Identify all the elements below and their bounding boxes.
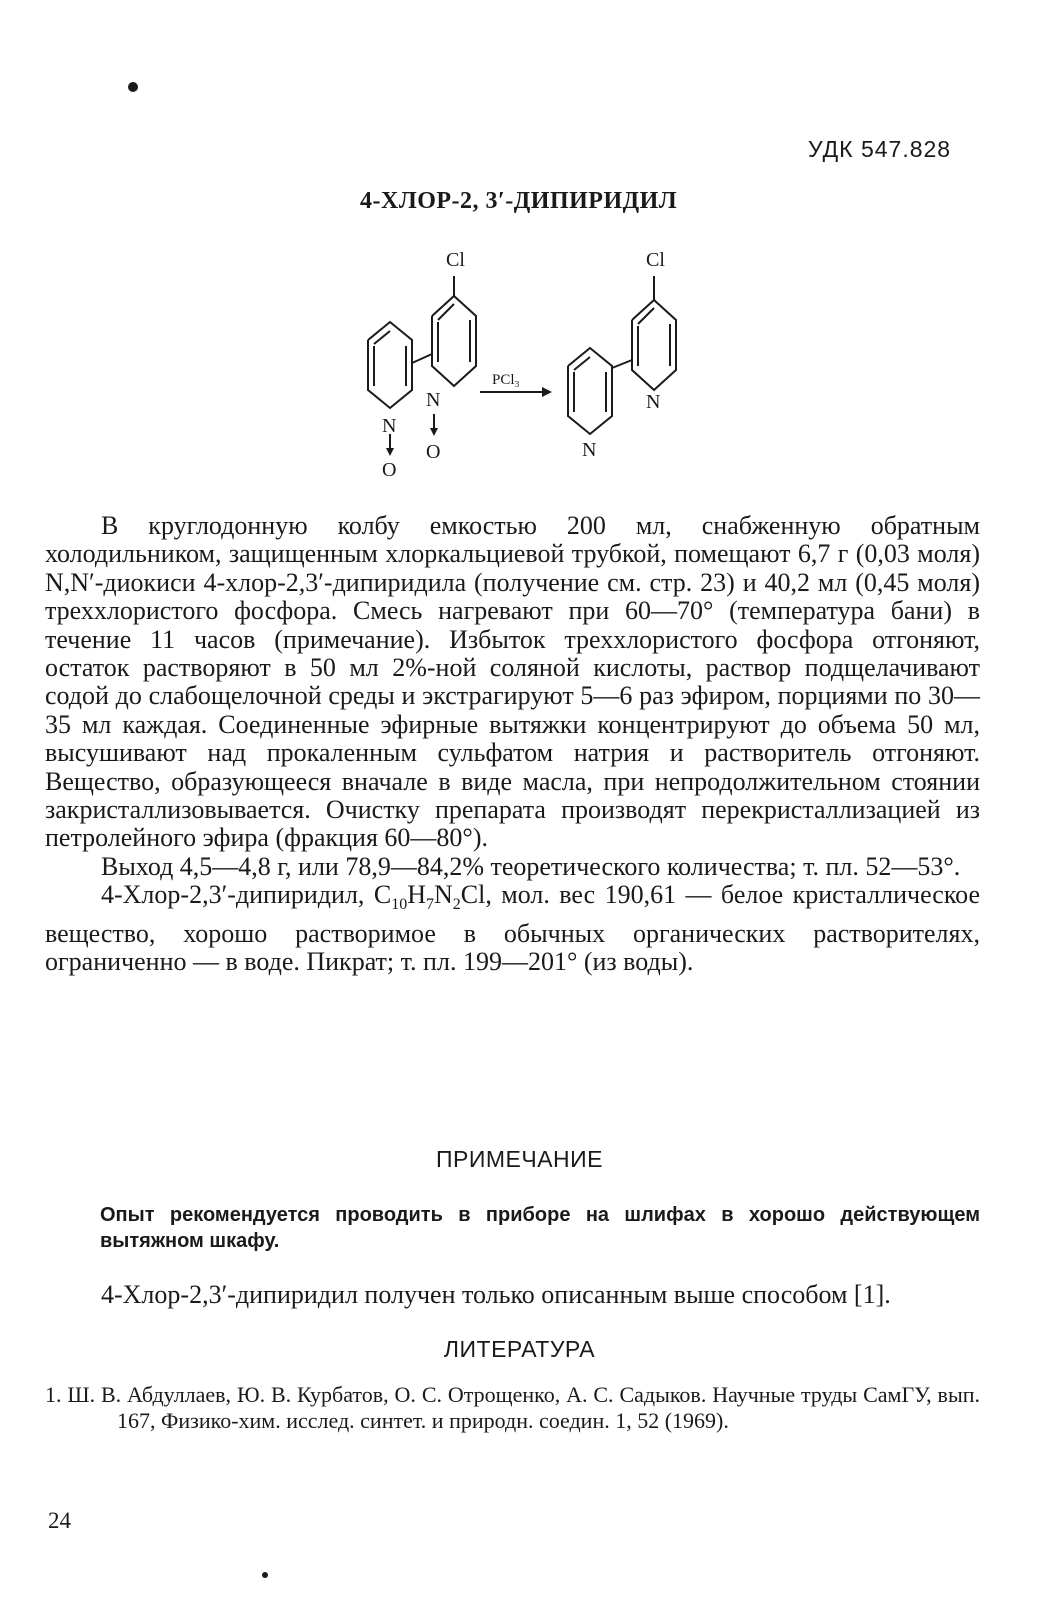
page-number: 24 — [48, 1508, 71, 1533]
reactant-biaryl-bond — [412, 354, 432, 363]
procedure-paragraph: В круглодонную колбу емкостью 200 мл, снабженную обратным холодильником, защищенным хлоркальциевой трубкой, помещают 6,7 г (0,03 моля) N,N′-диокиси 4-хлор-2,3′-дипиридила (получение см. стр. 23) и 40,2 мл (0,45 моля) треххлористого фосфора. Смесь нагревают при 60—70° (температура бани) в течение 11 часов (примечание). Избыток треххлористого фосфора отгоняют, остаток растворяют в 50 мл 2%-ной соляной кислоты, раствор подщелачивают содой до слабощелочной среды и экстрагируют 5—6 раз эфиром, порциями по 30—35 мл каждая. Соединенные эфирные вытяжки концентрируют до объема 50 мл, высушивают над прокаленным сульфатом натрия и растворитель отгоняют. Вещество, образующееся вначале в виде масла, при непродолжительном стоянии закристаллизовывается. Очистку препарата производят перекристаллизацией из петролейного эфира (фракция 60—80°). — [45, 511, 980, 853]
page-title: 4-ХЛОР-2, 3′-ДИПИРИДИЛ — [360, 188, 678, 214]
reactant-n-right-label: N — [426, 389, 441, 411]
reactant-left-ring — [368, 322, 412, 408]
reaction-scheme — [320, 236, 740, 516]
reactant-right-ring — [432, 296, 476, 386]
literature-heading: ЛИТЕРАТУРА — [443, 1336, 596, 1362]
note-text: Опыт рекомендуется проводить в приборе на шлифах в хорошо действующем вытяжном шкафу. — [100, 1204, 980, 1252]
procedure-text — [45, 512, 980, 977]
reactant-n-left-label: N — [382, 415, 397, 437]
product-left-ring — [568, 348, 612, 434]
product-n-right-label: N — [646, 391, 661, 413]
yield-paragraph: Выход 4,5—4,8 г, или 78,9—84,2% теоретического количества; т. пл. 52—53°. — [101, 851, 961, 881]
reference-item: 1. Ш. В. Абдуллаев, Ю. В. Курбатов, О. С. Отрощенко, А. С. Садыков. Научные труды СамГУ, вып. 167, Физико-хим. исслед. синтет. и природн. соедин. 1, 52 (1969). — [45, 1382, 980, 1433]
reactant-o-right-label: O — [426, 441, 441, 463]
product-right-ring — [632, 300, 676, 390]
product-cl-label: Cl — [646, 249, 665, 271]
reactant-cl-label: Cl — [446, 249, 465, 271]
reactant-o-left-label: O — [382, 459, 397, 481]
print-speck — [128, 82, 138, 92]
note-heading: ПРИМЕЧАНИЕ — [435, 1146, 604, 1172]
method-note — [45, 1280, 980, 1310]
udk-code: УДК 547.828 — [808, 136, 952, 162]
method-note-paragraph: 4-Хлор-2,3′-дипиридил получен только описанным выше способом [1]. — [101, 1280, 891, 1309]
reference-list — [45, 1382, 980, 1434]
properties-paragraph: 4-Хлор-2,3′-дипиридил, $C_{10}H_7N_2Cl$, мол. вес 190,61 — белое кристаллическое вещество, хорошо растворимое в обычных органических растворителях, ограниченно — в воде. Пикрат; т. пл. 199—201° (из воды). — [45, 880, 980, 977]
product-biaryl-bond — [612, 360, 632, 368]
reagent-label: PCl₃ — [492, 372, 520, 388]
print-speck — [262, 1572, 268, 1578]
product-n-left-label: N — [582, 439, 597, 461]
